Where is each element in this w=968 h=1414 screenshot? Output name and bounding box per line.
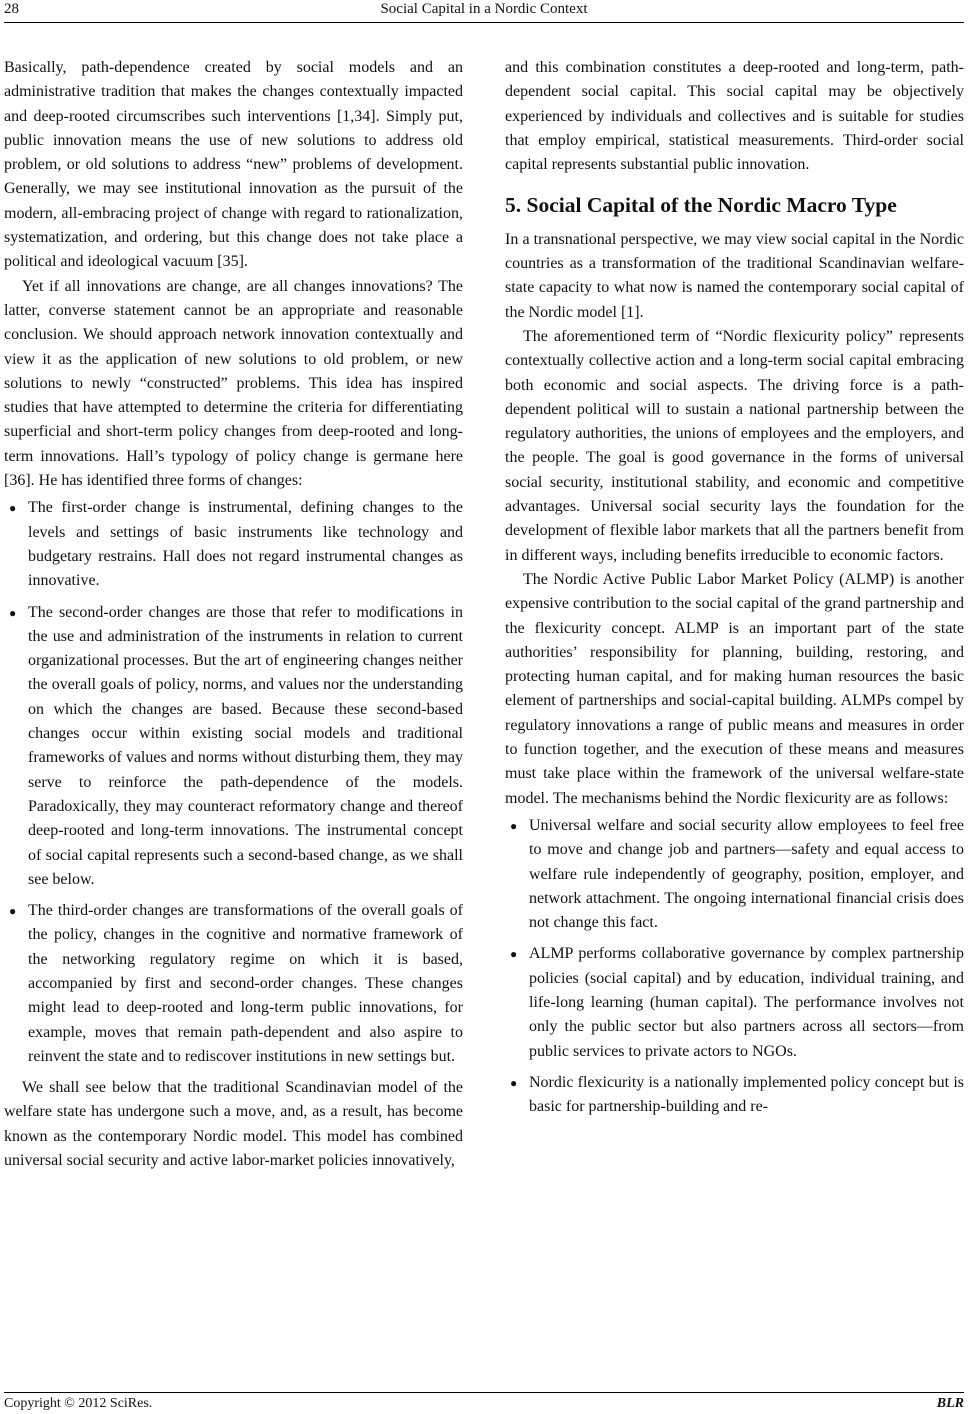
list-item: [4, 899, 463, 1069]
running-title: Social Capital in a Nordic Context: [380, 1, 588, 17]
bullet-icon: ●: [510, 1075, 518, 1090]
right-column: [505, 56, 964, 1126]
list-item-text: ALMP performs collaborative governance by complex partnership policies (social capital) and by education, individual training, and life-long learning (human capital). The performance involves not only the public sector but also partners across all sectors—from public services to private actors to NGOs.: [529, 945, 964, 1060]
section-heading: 5. Social Capital of the Nordic Macro Type: [505, 193, 897, 218]
list-item-text: The third-order changes are transformations of the overall goals of the policy, changes in the cognitive and normative framework of the networking regulatory regime on which it is based, accompanied by first and second-order changes. These changes might lead to deep-rooted and long-term public innovations, for example, moves that remain path-dependent and also aspire to reinvent the state and to rediscover institutions in new settings but.: [28, 902, 463, 1065]
bullet-icon: ●: [9, 501, 17, 516]
paragraph: The aforementioned term of “Nordic flexicurity policy” represents contextually collective action and a long-term social capital embracing both economic and social aspects. The driving force is a path-dependent political will to sustain a national partnership between the regulatory authorities, the unions of employees and the employers, and the people. The goal is good governance in the forms of universal social security, institutional stability, and economic and competitive advantages. Universal social security lays the foundation for the development of flexible labor markets that all the partners benefit from in different ways, including benefits irreducible to economic factors.: [505, 327, 964, 564]
page-number: 28: [4, 1, 19, 17]
list-item-text: Nordic flexicurity is a nationally implemented policy concept but is basic for partnership-building and re-: [529, 1073, 964, 1116]
list-item: [4, 601, 463, 893]
bullet-list: [505, 814, 964, 1120]
paragraph: and this combination constitutes a deep-rooted and long-term, path-dependent social capital. This social capital may be objectively experienced by individuals and collectives and is suitable for studies that employ empirical, statistical measurements. Third-order social capital represents substantial public innovation.: [505, 59, 964, 174]
paragraph: Basically, path-dependence created by social models and an administrative tradition that makes the changes contextually impacted and deep-rooted circumscribes such interventions [1,34]. Simply put, public innovation means the use of new solutions to address old problem, or old solutions to address “new” problems of development. Generally, we may see institutional innovation as the pursuit of the modern, all-embracing project of change with regard to rationalization, systematization, and ordering, but this change does not take place a political and ideological vacuum [35].: [4, 59, 463, 271]
list-item: [505, 942, 964, 1063]
journal-abbreviation: BLR: [936, 1396, 964, 1411]
paragraph: In a transnational perspective, we may view social capital in the Nordic countries as a transformation of the traditional Scandinavian welfare-state capacity to what now is named the contemporary social capital of the Nordic model [1].: [505, 230, 964, 321]
page-header: [0, 0, 968, 22]
footer-rule: [4, 1392, 964, 1393]
list-item-text: Universal welfare and social security allow employees to feel free to move and change job and partners—safety and equal access to welfare rule independently of geography, position, employer, and network attachment. The ongoing international financial crisis does not change this fact.: [529, 816, 964, 932]
paragraph: We shall see below that the traditional Scandinavian model of the welfare state has undergone such a move, and, as a result, has become known as the contemporary Nordic model. This model has combined universal social security and active labor-market policies innovatively,: [4, 1079, 463, 1170]
list-item: [505, 814, 964, 935]
header-rule: [4, 22, 964, 23]
list-item-text: The first-order change is instrumental, defining changes to the levels and settings of basic instruments like technology and budgetary restrains. Hall does not regard instrumental changes as innovative.: [28, 499, 463, 590]
bullet-icon: ●: [510, 818, 518, 833]
list-item-text: The second-order changes are those that refer to modifications in the use and administration of the instruments in relation to current organizational processes. But the art of engineering changes neither the overall goals of policy, norms, and values nor the understanding on which the changes are based. Because these second-based changes occur within existing social models and traditional frameworks of values and norms without disturbing them, they may serve to reinforce the path-dependence of the models. Paradoxically, they may counteract reformatory change and thereof deep-rooted and long-term innovations. The instrumental concept of social capital represents such a second-based change, as we shall see below.: [28, 603, 463, 888]
bullet-icon: ●: [9, 605, 17, 620]
list-item: [505, 1071, 964, 1120]
list-item: [4, 496, 463, 593]
bullet-icon: ●: [9, 904, 17, 919]
bullet-icon: ●: [510, 947, 518, 962]
copyright-notice: Copyright © 2012 SciRes.: [4, 1396, 153, 1411]
paragraph: Yet if all innovations are change, are all changes innovations? The latter, converse statement cannot be an appropriate and reasonable conclusion. We should approach network innovation contextually and view it as the application of new solutions to old problem, or new solutions to newly “constructed” problems. This idea has inspired studies that have attempted to determine the criteria for differentiating superficial and short-term policy changes from deep-rooted and long-term innovations. Hall’s typology of policy change is germane here [36]. He has identified three forms of changes:: [4, 277, 463, 490]
paragraph: The Nordic Active Public Labor Market Policy (ALMP) is another expensive contribution to the social capital of the grand partnership and the flexicurity concept. ALMP is an important part of the state authorities’ responsibility for planning, building, restoring, and protecting human capital, and for making human resources the basic element of partnerships and social-capital building. ALMPs compel by regulatory innovations a range of public means and measures in order to function together, and the execution of these means and measures must take place within the framework of the universal welfare-state model. The mechanisms behind the Nordic flexicurity are as follows:: [505, 570, 964, 807]
left-column: [4, 56, 463, 1173]
bullet-list: [4, 496, 463, 1069]
